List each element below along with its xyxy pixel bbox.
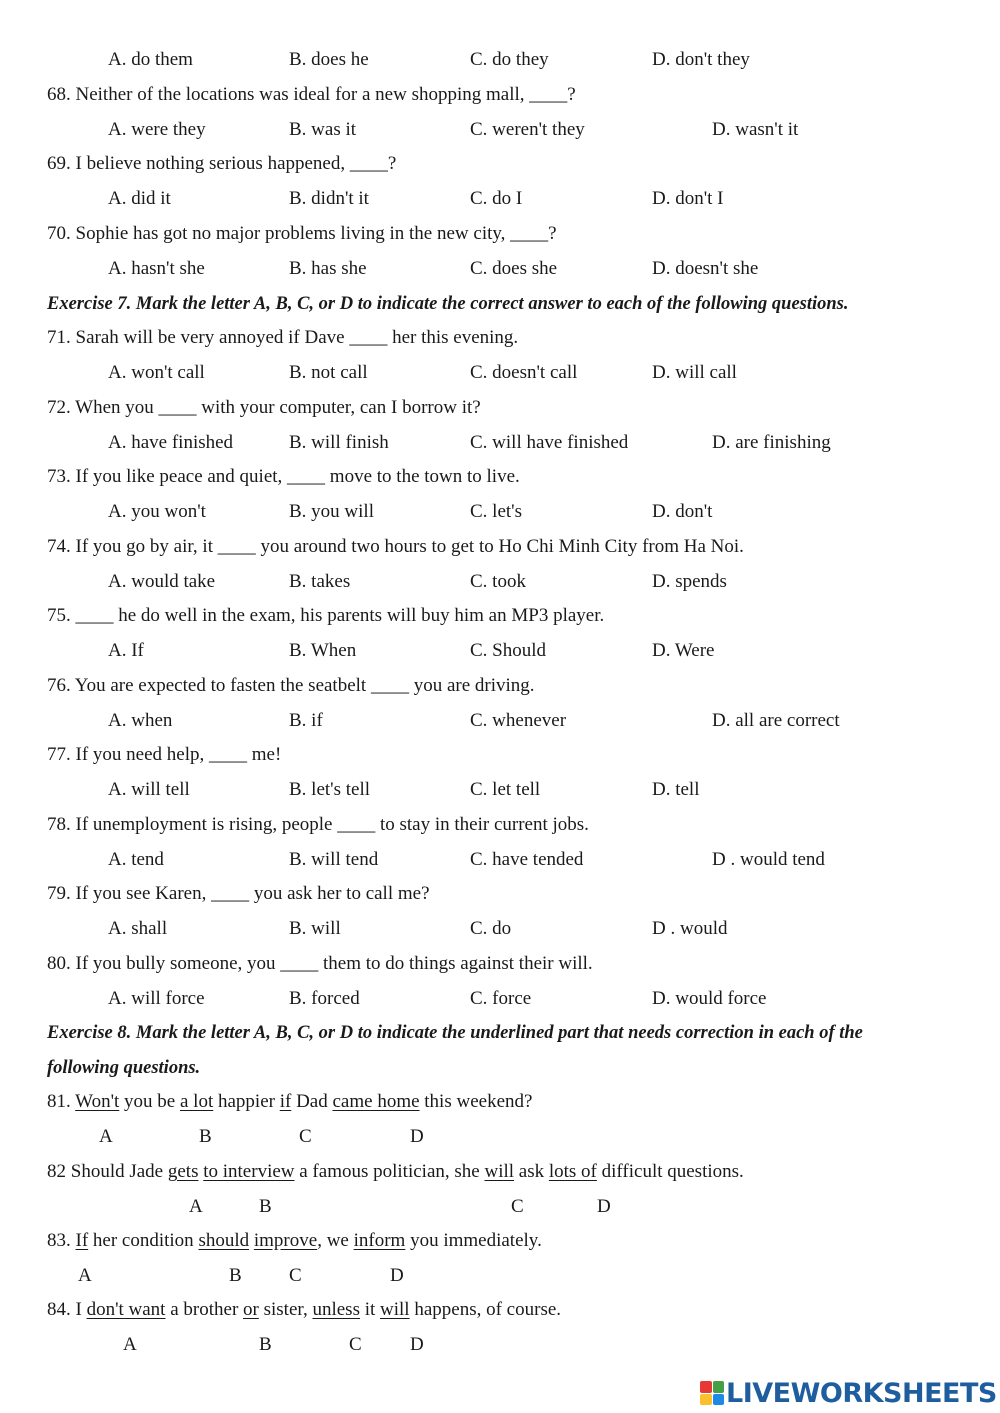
sentence-text: ask [514,1161,549,1182]
underlined-part[interactable]: inform [353,1230,406,1251]
option-b[interactable]: B. not call [289,362,368,383]
option-c[interactable]: C. Should [470,640,547,661]
option-d[interactable]: D. doesn't she [652,258,759,279]
option-d[interactable]: D. don't [652,501,713,522]
exercise-8-heading-cont: following questions. [47,1058,201,1078]
option-a[interactable]: A. won't call [108,362,205,383]
option-d[interactable]: D. tell [652,779,700,800]
sentence-text: Dad [291,1091,333,1112]
option-d[interactable]: D. all are correct [712,710,840,731]
option-c[interactable]: C. took [470,571,526,592]
option-d[interactable]: D. Were [652,640,715,661]
option-b[interactable]: B. will [289,918,341,939]
underlined-part[interactable]: came home [332,1091,420,1112]
letter-c[interactable]: C [349,1334,362,1355]
letter-c[interactable]: C [299,1126,312,1147]
letter-d[interactable]: D [410,1334,424,1355]
question-68: 68. Neither of the locations was ideal for a new shopping mall, ____? [47,84,576,105]
question-74: 74. If you go by air, it ____ you around two hours to get to Ho Chi Minh City from Ha Noi. [47,536,744,557]
option-a[interactable]: A. would take [108,571,216,592]
question-76: 76. You are expected to fasten the seatbelt ____ you are driving. [47,675,535,696]
option-d[interactable]: D. will call [652,362,737,383]
option-c[interactable]: C. doesn't call [470,362,578,383]
logo-text: LIVEWORKSHEETS [726,1377,997,1409]
option-a[interactable]: A. will tell [108,779,190,800]
option-b[interactable]: B. let's tell [289,779,371,800]
option-b[interactable]: B. will finish [289,432,389,453]
letter-c[interactable]: C [289,1265,302,1286]
letter-a[interactable]: A [78,1265,92,1286]
underlined-part[interactable]: will [380,1299,410,1320]
underlined-part[interactable]: lots of [548,1161,597,1182]
option-d[interactable]: D . would tend [712,849,825,870]
option-b[interactable]: B. has she [289,258,367,279]
underlined-part[interactable]: unless [312,1299,360,1320]
option-c[interactable]: C. do I [470,188,523,209]
option-a[interactable]: A. were they [108,119,206,140]
underlined-part[interactable]: will [484,1161,515,1182]
sentence-text: 83. [47,1230,76,1251]
sentence-text: 82 Should Jade [47,1161,168,1182]
logo-square-blue [713,1394,725,1406]
sentence-text: happens, of course. [409,1299,562,1320]
question-84 [47,1298,561,1322]
option-b[interactable]: B. When [289,640,357,661]
option-d[interactable]: D. are finishing [712,432,831,453]
question-83 [47,1229,542,1253]
question-82 [47,1160,744,1184]
liveworksheets-logo [700,1378,997,1408]
sentence-text: you be [119,1091,180,1112]
sentence-text: 81. [47,1091,76,1112]
underlined-part[interactable]: If [75,1230,89,1251]
letter-d[interactable]: D [390,1265,404,1286]
option-a[interactable]: A. hasn't she [108,258,205,279]
option-b[interactable]: B. forced [289,988,360,1009]
sentence-text: happier [213,1091,280,1112]
letter-a[interactable]: A [99,1126,113,1147]
question-79: 79. If you see Karen, ____ you ask her to call me? [47,883,430,904]
letter-b[interactable]: B [229,1265,242,1286]
option-c[interactable]: C. have tended [470,849,584,870]
letter-b[interactable]: B [199,1126,212,1147]
underlined-part[interactable]: improve [253,1230,318,1251]
question-77: 77. If you need help, ____ me! [47,744,282,765]
underlined-part[interactable]: if [279,1091,292,1112]
option-d[interactable]: D. don't I [652,188,724,209]
sentence-text: this weekend? [419,1091,533,1112]
question-70: 70. Sophie has got no major problems living in the new city, ____? [47,223,557,244]
option-c[interactable]: C. force [470,988,532,1009]
option-b[interactable]: B. didn't it [289,188,369,209]
question-73: 73. If you like peace and quiet, ____ move to the town to live. [47,466,520,487]
option-a[interactable]: A. did it [108,188,171,209]
question-80: 80. If you bully someone, you ____ them to do things against their will. [47,953,593,974]
logo-square-red [700,1381,712,1393]
letter-c[interactable]: C [511,1196,524,1217]
exercise-8-heading: Exercise 8. Mark the letter A, B, C, or D to indicate the underlined part that needs correction in each of the [47,1023,863,1043]
option-b[interactable]: B. was it [289,119,357,140]
sentence-text: you immediately. [405,1230,542,1251]
option-b[interactable]: B. takes [289,571,351,592]
option-b[interactable]: B. if [289,710,323,731]
option-d[interactable]: D. would force [652,988,767,1009]
option-b[interactable]: B. will tend [289,849,379,870]
option-d[interactable]: D . would [652,918,728,939]
sentence-text: sister, [258,1299,313,1320]
underlined-part[interactable]: don't want [86,1299,166,1320]
option-a[interactable]: A. will force [108,988,205,1009]
option-a[interactable]: A. have finished [108,432,234,453]
underlined-part[interactable]: to interview [203,1161,295,1182]
underlined-part[interactable]: a lot [179,1091,214,1112]
option-c[interactable]: C. let tell [470,779,541,800]
logo-square-yellow [700,1394,712,1406]
question-78: 78. If unemployment is rising, people ____ to stay in their current jobs. [47,814,589,835]
option-d[interactable]: D. wasn't it [712,119,799,140]
option-a[interactable]: A. tend [108,849,164,870]
option-d[interactable]: D. spends [652,571,727,592]
sentence-text: difficult questions. [596,1161,744,1182]
letter-d[interactable]: D [597,1196,611,1217]
question-75: 75. ____ he do well in the exam, his parents will buy him an MP3 player. [47,605,605,626]
question-71: 71. Sarah will be very annoyed if Dave ____ her this evening. [47,327,519,348]
option-b[interactable]: B. does he [289,49,369,70]
sentence-text: 84. I [47,1299,87,1320]
sentence-text: it [359,1299,381,1320]
underlined-part[interactable]: gets [167,1161,199,1182]
option-c[interactable]: C. do [470,918,512,939]
question-81 [47,1090,532,1114]
option-a[interactable]: A. If [108,640,144,661]
letter-a[interactable]: A [123,1334,137,1355]
option-a[interactable]: A. when [108,710,173,731]
letter-b[interactable]: B [259,1196,272,1217]
sentence-text: a brother [165,1299,244,1320]
letter-d[interactable]: D [410,1126,424,1147]
letter-b[interactable]: B [259,1334,272,1355]
question-72: 72. When you ____ with your computer, can I borrow it? [47,397,481,418]
underlined-part[interactable]: should [198,1230,250,1251]
exercise-7-heading: Exercise 7. Mark the letter A, B, C, or D to indicate the correct answer to each of the following questions. [47,294,849,314]
sentence-text: her condition [88,1230,199,1251]
option-b[interactable]: B. you will [289,501,374,522]
sentence-text: a famous politician, she [294,1161,485,1182]
option-c[interactable]: C. let's [470,501,522,522]
option-c[interactable]: C. does she [470,258,558,279]
underlined-part[interactable]: or [243,1299,259,1320]
option-a[interactable]: A. you won't [108,501,206,522]
option-c[interactable]: C. will have finished [470,432,629,453]
letter-a[interactable]: A [189,1196,203,1217]
option-c[interactable]: C. weren't they [470,119,585,140]
option-c[interactable]: C. do they [470,49,549,70]
underlined-part[interactable]: Won't [75,1091,120,1112]
option-d[interactable]: D. don't they [652,49,750,70]
question-69: 69. I believe nothing serious happened, ____? [47,153,397,174]
logo-icon [700,1381,724,1405]
option-c[interactable]: C. whenever [470,710,567,731]
logo-square-green [713,1381,725,1393]
option-a[interactable]: A. shall [108,918,168,939]
option-a[interactable]: A. do them [108,49,193,70]
sentence-text: , we [317,1230,354,1251]
